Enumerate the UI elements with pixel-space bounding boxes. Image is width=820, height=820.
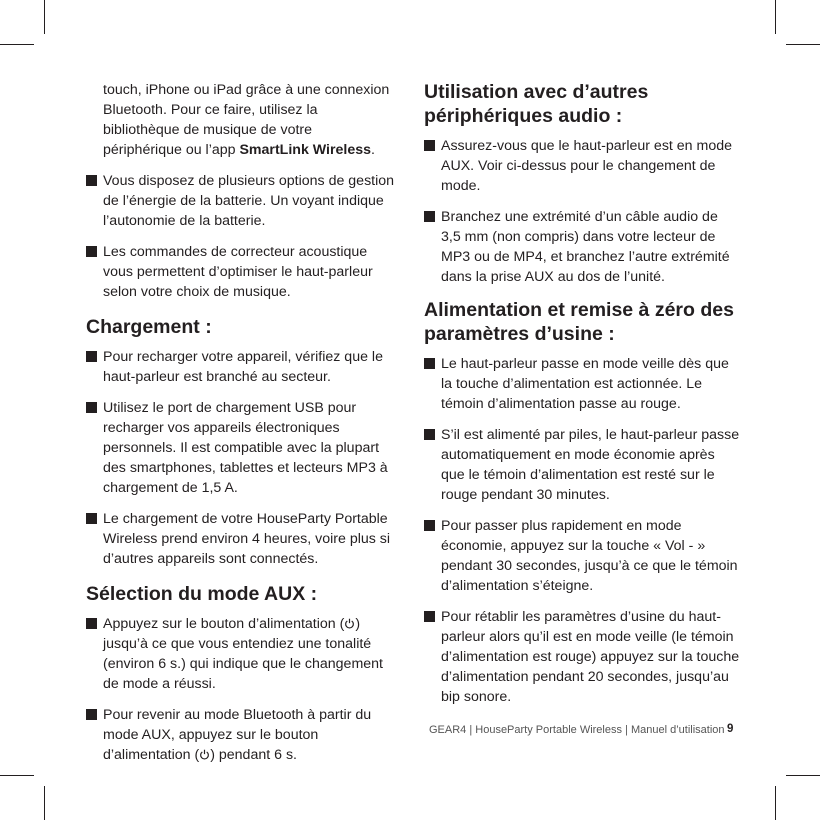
list-item-text: Pour revenir au mode Bluetooth à partir du mode AUX, appuyez sur le bouton d’alimentation ( [103, 707, 372, 763]
continuation-period: . [371, 142, 375, 158]
crop-mark [0, 44, 34, 45]
power-icon [199, 749, 210, 760]
bullet-square-icon [86, 175, 97, 186]
list-item-text: Utilisez le port de chargement USB pour recharger vos appareils électroniques personnels. Il est compatible avec la plupart des smartphones, tablettes et lecteurs MP3 à chargement de 1,5 A. [103, 400, 388, 496]
list-item-text: Pour recharger votre appareil, vérifiez que le haut-parleur est branché au secteur. [103, 349, 383, 385]
bullet-square-icon [86, 618, 97, 629]
list-item [86, 347, 398, 387]
bullet-square-icon [424, 140, 435, 151]
list-item [424, 136, 740, 196]
page-footer: GEAR4 | HouseParty Portable Wireless | Manuel d’utilisation [429, 724, 725, 736]
section-title-power-reset: Alimentation et remise à zéro des paramètres d’usine : [424, 299, 734, 345]
power-icon [344, 618, 355, 629]
continuation-line [103, 140, 398, 160]
list-item [86, 242, 398, 302]
section-title-charging: Chargement : [86, 316, 212, 338]
list-item [86, 509, 398, 569]
list-item-text: Pour rétablir les paramètres d’usine du haut-parleur alors qu’il est en mode veille (le témoin d’alimentation est rouge) appuyez sur la touche d’alimentation pendant 20 secondes, jusqu’au bip sonore. [441, 609, 740, 705]
list-item-text: ) jusqu’à ce que vous entendiez une tonalité (environ 6 s.) qui indique que le changement de mode a réussi. [103, 616, 383, 692]
crop-mark [775, 0, 776, 34]
list-item-text: Le chargement de votre HouseParty Portable Wireless prend environ 4 heures, voire plus si d’autres appareils sont connectés. [103, 511, 391, 567]
crop-mark [0, 775, 34, 776]
crop-mark [44, 0, 45, 34]
page-number: 9 [727, 723, 734, 735]
list-item-text: Les commandes de correcteur acoustique vous permettent d’optimiser le haut-parleur selon votre choix de musique. [103, 244, 373, 300]
list-item-text: Assurez-vous que le haut-parleur est en mode AUX. Voir ci-dessus pour le changement de mode. [441, 138, 733, 194]
list-item [424, 354, 740, 414]
bullet-square-icon [424, 520, 435, 531]
list-item [424, 516, 740, 596]
list-item-text: Vous disposez de plusieurs options de gestion de l’énergie de la batterie. Un voyant indique l’autonomie de la batterie. [103, 173, 395, 229]
continuation-line: bibliothèque de musique de votre [103, 122, 313, 138]
bullet-square-icon [86, 513, 97, 524]
list-item-text: Pour passer plus rapidement en mode économie, appuyez sur la touche « Vol - » pendant 30 secondes, jusqu’à ce que le témoin d’alimentation s’éteigne. [441, 518, 738, 594]
list-item [424, 207, 740, 287]
list-item [424, 607, 740, 707]
list-item [86, 398, 398, 498]
bullet-square-icon [86, 402, 97, 413]
list-item [86, 171, 398, 231]
crop-mark [44, 786, 45, 820]
bullet-square-icon [86, 709, 97, 720]
bullet-square-icon [86, 246, 97, 257]
section-title-aux: Sélection du mode AUX : [86, 583, 318, 605]
list-item [86, 705, 398, 765]
section-title-other-devices: Utilisation avec d’autres périphériques audio : [424, 81, 649, 127]
list-item-text: Le haut-parleur passe en mode veille dès que la touche d’alimentation est actionnée. Le témoin d’alimentation passe au rouge. [441, 356, 729, 412]
continuation-line: touch, iPhone ou iPad grâce à une connexion [103, 82, 390, 98]
crop-mark [786, 775, 820, 776]
list-item-text: S’il est alimenté par piles, le haut-parleur passe automatiquement en mode économie après que le témoin d’alimentation est resté sur le rouge pendant 30 minutes. [441, 427, 740, 503]
crop-mark [775, 786, 776, 820]
list-item [424, 425, 740, 505]
list-item-text: ) pendant 6 s. [210, 747, 297, 763]
list-item-text: Branchez une extrémité d’un câble audio de 3,5 mm (non compris) dans votre lecteur de MP3 ou de MP4, et branchez l’autre extrémité dans la prise AUX au dos de l’unité. [441, 209, 730, 285]
list-item [86, 614, 398, 694]
right-column [424, 80, 740, 718]
bullet-square-icon [424, 211, 435, 222]
app-name: SmartLink Wireless [239, 142, 372, 158]
bullet-square-icon [424, 358, 435, 369]
list-item-text: Appuyez sur le bouton d’alimentation ( [103, 616, 345, 632]
bullet-square-icon [424, 429, 435, 440]
crop-mark [786, 44, 820, 45]
continuation-line: Bluetooth. Pour ce faire, utilisez la [103, 102, 318, 118]
bullet-square-icon [86, 351, 97, 362]
continuation-text: périphérique ou l’app [103, 142, 240, 158]
bullet-square-icon [424, 611, 435, 622]
left-column [86, 80, 398, 776]
